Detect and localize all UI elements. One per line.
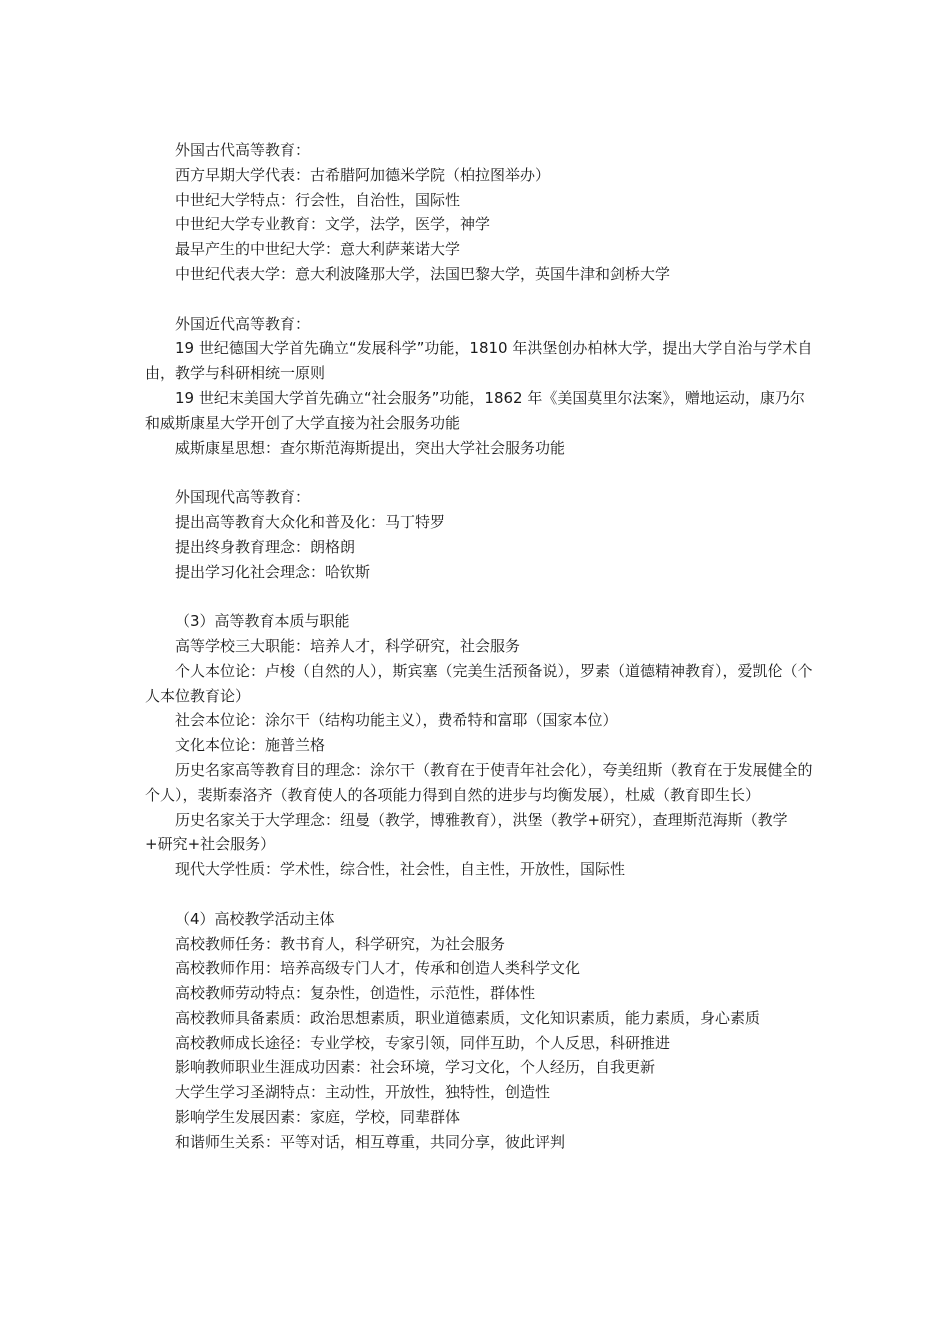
text-line: 文化本位论：施普兰格	[175, 736, 326, 755]
text-line: 最早产生的中世纪大学：意大利萨莱诺大学	[175, 240, 461, 259]
text-line: 西方早期大学代表：古希腊阿加德米学院（柏拉图举办）	[175, 165, 551, 184]
text-line: 提出学习化社会理念：哈钦斯	[175, 562, 371, 581]
text-line: 社会本位论：涂尔干（结构功能主义），费希特和富耶（国家本位）	[175, 711, 618, 730]
text-line: 现代大学性质：学术性，综合性，社会性，自主性，开放性，国际性	[175, 860, 626, 879]
text-line: 19 世纪德国大学首先确立“发展科学”功能，1810 年洪堡创办柏林大学，提出大学自治与学术自由，教学与科研相统一原则	[145, 339, 813, 383]
text-section	[145, 485, 813, 584]
text-line: 历史名家关于大学理念：纽曼（教学，博雅教育），洪堡（教学+研究），查理斯范海斯（教学+研究+社会服务）	[145, 810, 788, 854]
section-heading: （4）高校教学活动主体	[175, 909, 335, 928]
section-heading: 外国近代高等教育：	[175, 314, 311, 333]
text-line: 和谐师生关系：平等对话，相互尊重，共同分享，彼此评判	[175, 1132, 566, 1151]
text-section	[145, 138, 813, 287]
text-line: 19 世纪末美国大学首先确立“社会服务”功能，1862 年《美国莫里尔法案》，赠地运动，康乃尔和威斯康星大学开创了大学直接为社会服务功能	[145, 388, 805, 432]
text-line: 高校教师任务：教书育人，科学研究，为社会服务	[175, 934, 506, 953]
text-line: 中世纪大学专业教育：文学，法学，医学，神学	[175, 215, 491, 234]
text-line: 高校教师作用：培养高级专门人才，传承和创造人类科学文化	[175, 959, 581, 978]
text-line: 高等学校三大职能：培养人才，科学研究，社会服务	[175, 636, 521, 655]
document-body	[145, 138, 813, 1179]
text-section	[145, 609, 813, 882]
text-section	[145, 907, 813, 1155]
text-line: 影响学生发展因素：家庭，学校，同辈群体	[175, 1108, 461, 1127]
text-line: 高校教师具备素质：政治思想素质，职业道德素质，文化知识素质，能力素质，身心素质	[175, 1008, 761, 1027]
text-line: 影响教师职业生涯成功因素：社会环境，学习文化，个人经历，自我更新	[175, 1058, 656, 1077]
text-line: 高校教师劳动特点：复杂性，创造性，示范性，群体性	[175, 984, 536, 1003]
text-line: 历史名家高等教育目的理念：涂尔干（教育在于使青年社会化），夸美纽斯（教育在于发展健全的个人），裴斯泰洛齐（教育使人的各项能力得到自然的进步与均衡发展），杜威（教育即生长）	[145, 760, 813, 804]
section-heading: 外国现代高等教育：	[175, 488, 311, 507]
text-line: 威斯康星思想：查尔斯范海斯提出，突出大学社会服务功能	[175, 438, 566, 457]
text-section	[145, 312, 813, 461]
text-line: 大学生学习圣湖特点：主动性，开放性，独特性，创造性	[175, 1083, 551, 1102]
text-line: 提出终身教育理念：朗格朗	[175, 537, 356, 556]
text-line: 提出高等教育大众化和普及化：马丁特罗	[175, 512, 446, 531]
text-line: 中世纪代表大学：意大利波隆那大学，法国巴黎大学，英国牛津和剑桥大学	[175, 264, 671, 283]
text-line: 高校教师成长途径：专业学校，专家引领，同伴互助，个人反思，科研推进	[175, 1033, 671, 1052]
text-line: 个人本位论：卢梭（自然的人），斯宾塞（完美生活预备说），罗素（道德精神教育），爱凯伦（个人本位教育论）	[145, 661, 813, 705]
text-line: 中世纪大学特点：行会性，自治性，国际性	[175, 190, 461, 209]
section-heading: （3）高等教育本质与职能	[175, 612, 350, 631]
section-heading: 外国古代高等教育：	[175, 141, 311, 159]
